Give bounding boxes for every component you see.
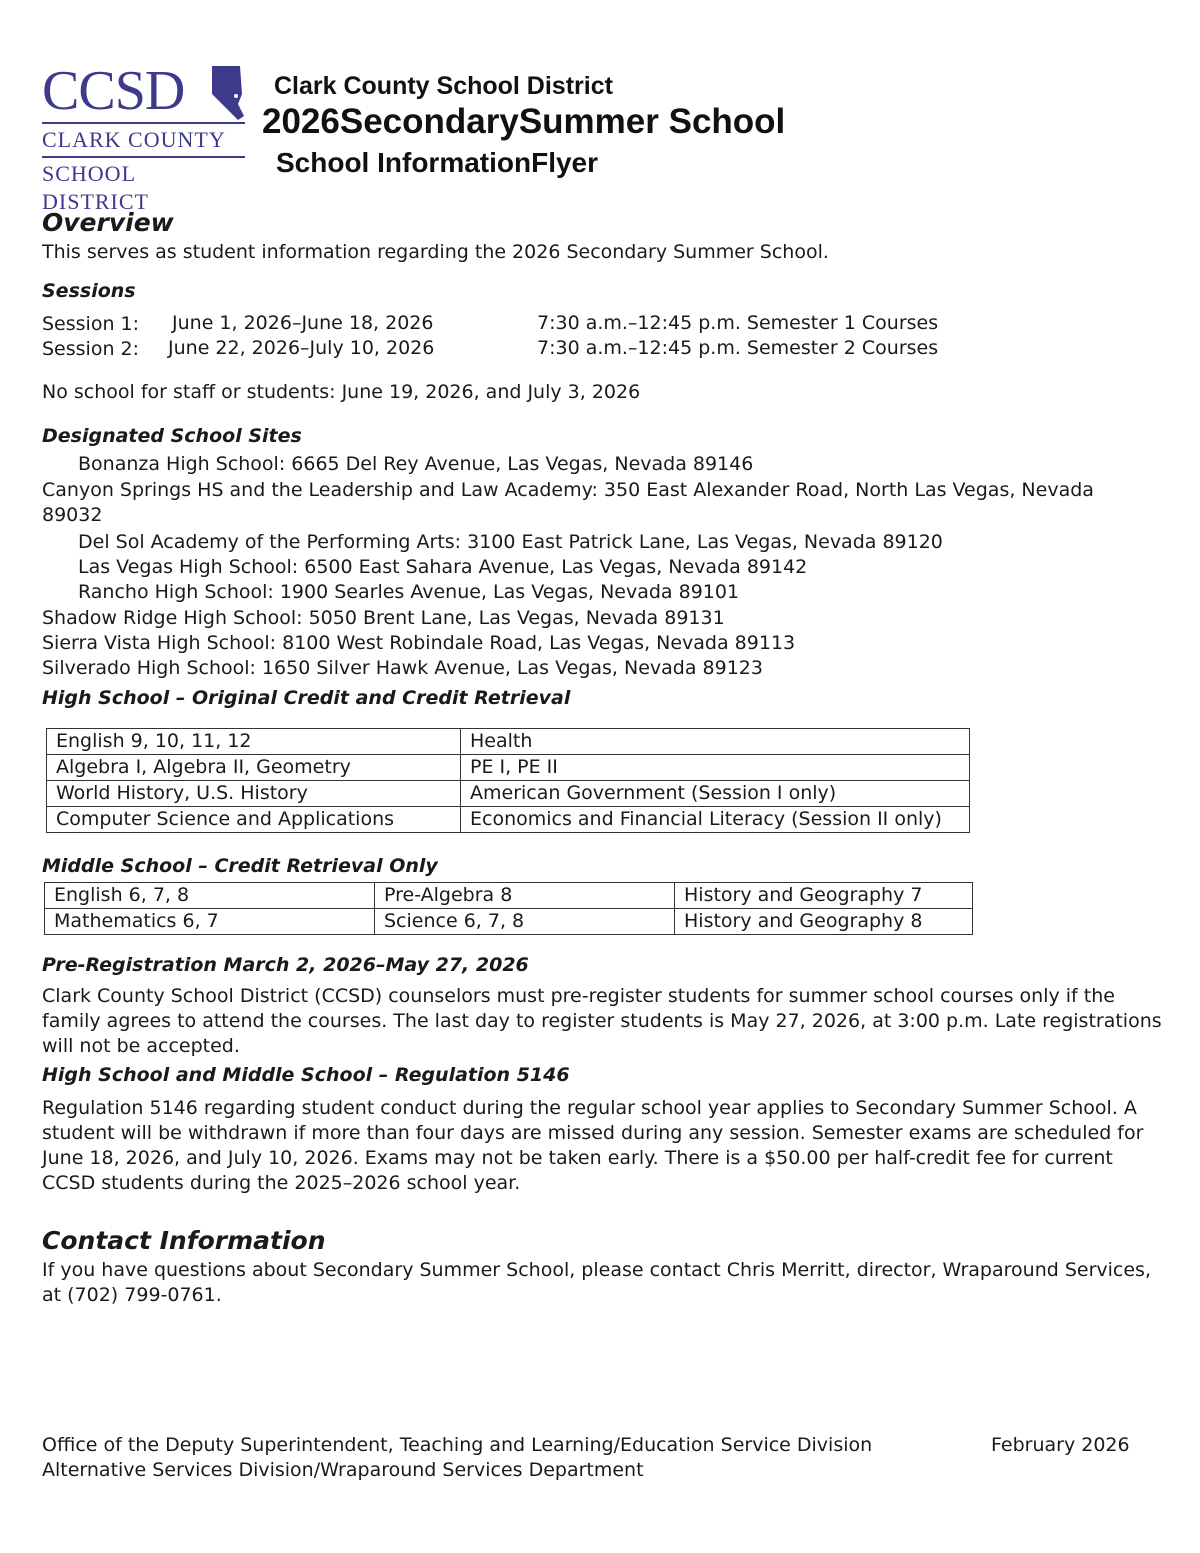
nevada-shape-icon [210,64,246,122]
table-row [45,909,973,935]
no-school-text: No school for staff or students: June 19, 2026, and July 3, 2026 [42,381,641,403]
logo-wordmark: CCSD [42,60,185,122]
footer-date: February 2026 [991,1434,1130,1456]
session-2-time: 7:30 a.m.–12:45 p.m. Semester 2 Courses [537,337,939,359]
table-cell: Mathematics 6, 7 [45,909,375,935]
table-row [47,755,970,781]
org-name: Clark County School District [274,72,613,100]
middle-school-heading: Middle School – Credit Retrieval Only [42,855,438,877]
table-cell: World History, U.S. History [47,781,461,807]
preregistration-text: Clark County School District (CCSD) counselors must pre-register students for summer school courses only if the family agrees to attend the courses. The last day to register students is May 27, 2026, at 3:00 p.m. Late registrations will not be accepted. [42,985,1162,1057]
regulation-heading: High School and Middle School – Regulation 5146 [42,1064,570,1086]
preregistration-heading: Pre-Registration March 2, 2026–May 27, 2026 [42,954,529,976]
site-item: Del Sol Academy of the Performing Arts: 3100 East Patrick Lane, Las Vegas, Nevada 89120 [78,531,943,553]
table-cell: Pre-Algebra 8 [375,883,675,909]
logo-line-2: SCHOOL DISTRICT [42,161,149,214]
contact-heading: Contact Information [42,1226,326,1255]
site-item: 89032 [42,504,103,526]
site-item: Canyon Springs HS and the Leadership and Law Academy: 350 East Alexander Road, North Las Vegas, Nevada [42,479,1094,501]
session-2-label: Session 2: [42,338,140,360]
site-item: Bonanza High School: 6665 Del Rey Avenue, Las Vegas, Nevada 89146 [78,453,754,475]
table-cell: American Government (Session I only) [461,781,970,807]
session-2-dates: June 22, 2026–July 10, 2026 [168,337,435,359]
page-title: 2026SecondarySummer School [262,102,786,141]
site-item: Sierra Vista High School: 8100 West Robindale Road, Las Vegas, Nevada 89113 [42,632,796,654]
table-cell: PE I, PE II [461,755,970,781]
logo-line-1: CLARK COUNTY [42,127,226,152]
table-cell: Economics and Financial Literacy (Session II only) [461,807,970,833]
session-1-time: 7:30 a.m.–12:45 p.m. Semester 1 Courses [537,312,939,334]
regulation-text: Regulation 5146 regarding student conduct during the regular school year applies to Secondary Summer School. A student will be withdrawn if more than four days are missed during any session. Semester exams are scheduled for June 18, 2026, and July 10, 2026. Exams may not be taken early. There is a $50.00 per half-credit fee for current CCSD students during the 2025–2026 school year. [42,1097,1144,1194]
site-item: Las Vegas High School: 6500 East Sahara Avenue, Las Vegas, Nevada 89142 [78,556,808,578]
table-cell: English 6, 7, 8 [45,883,375,909]
table-cell: English 9, 10, 11, 12 [47,729,461,755]
table-row [47,729,970,755]
table-cell: Science 6, 7, 8 [375,909,675,935]
site-item: Shadow Ridge High School: 5050 Brent Lane, Las Vegas, Nevada 89131 [42,607,725,629]
site-item: Silverado High School: 1650 Silver Hawk Avenue, Las Vegas, Nevada 89123 [42,657,763,679]
session-1-dates: June 1, 2026–June 18, 2026 [172,312,434,334]
footer-office: Office of the Deputy Superintendent, Teaching and Learning/Education Service Division [42,1434,873,1456]
page-subtitle: School InformationFlyer [276,147,599,178]
high-school-heading: High School – Original Credit and Credit Retrieval [42,687,571,709]
session-1-label: Session 1: [42,313,140,335]
table-row [47,781,970,807]
sessions-heading: Sessions [42,280,136,302]
overview-heading: Overview [42,208,174,237]
table-cell: Computer Science and Applications [47,807,461,833]
site-item: Rancho High School: 1900 Searles Avenue, Las Vegas, Nevada 89101 [78,581,740,603]
table-cell: History and Geography 8 [675,909,973,935]
ccsd-logo [42,62,247,216]
contact-text: If you have questions about Secondary Summer School, please contact Chris Merritt, director, Wraparound Services, at (702) 799-0761. [42,1259,1151,1306]
table-row [47,807,970,833]
table-row [45,883,973,909]
middle-school-courses-table [44,882,973,935]
overview-text: This serves as student information regarding the 2026 Secondary Summer School. [42,241,829,263]
table-cell: History and Geography 7 [675,883,973,909]
high-school-courses-table [46,728,970,833]
table-cell: Health [461,729,970,755]
footer-department: Alternative Services Division/Wraparound Services Department [42,1459,644,1481]
table-cell: Algebra I, Algebra II, Geometry [47,755,461,781]
sites-heading: Designated School Sites [42,425,302,447]
